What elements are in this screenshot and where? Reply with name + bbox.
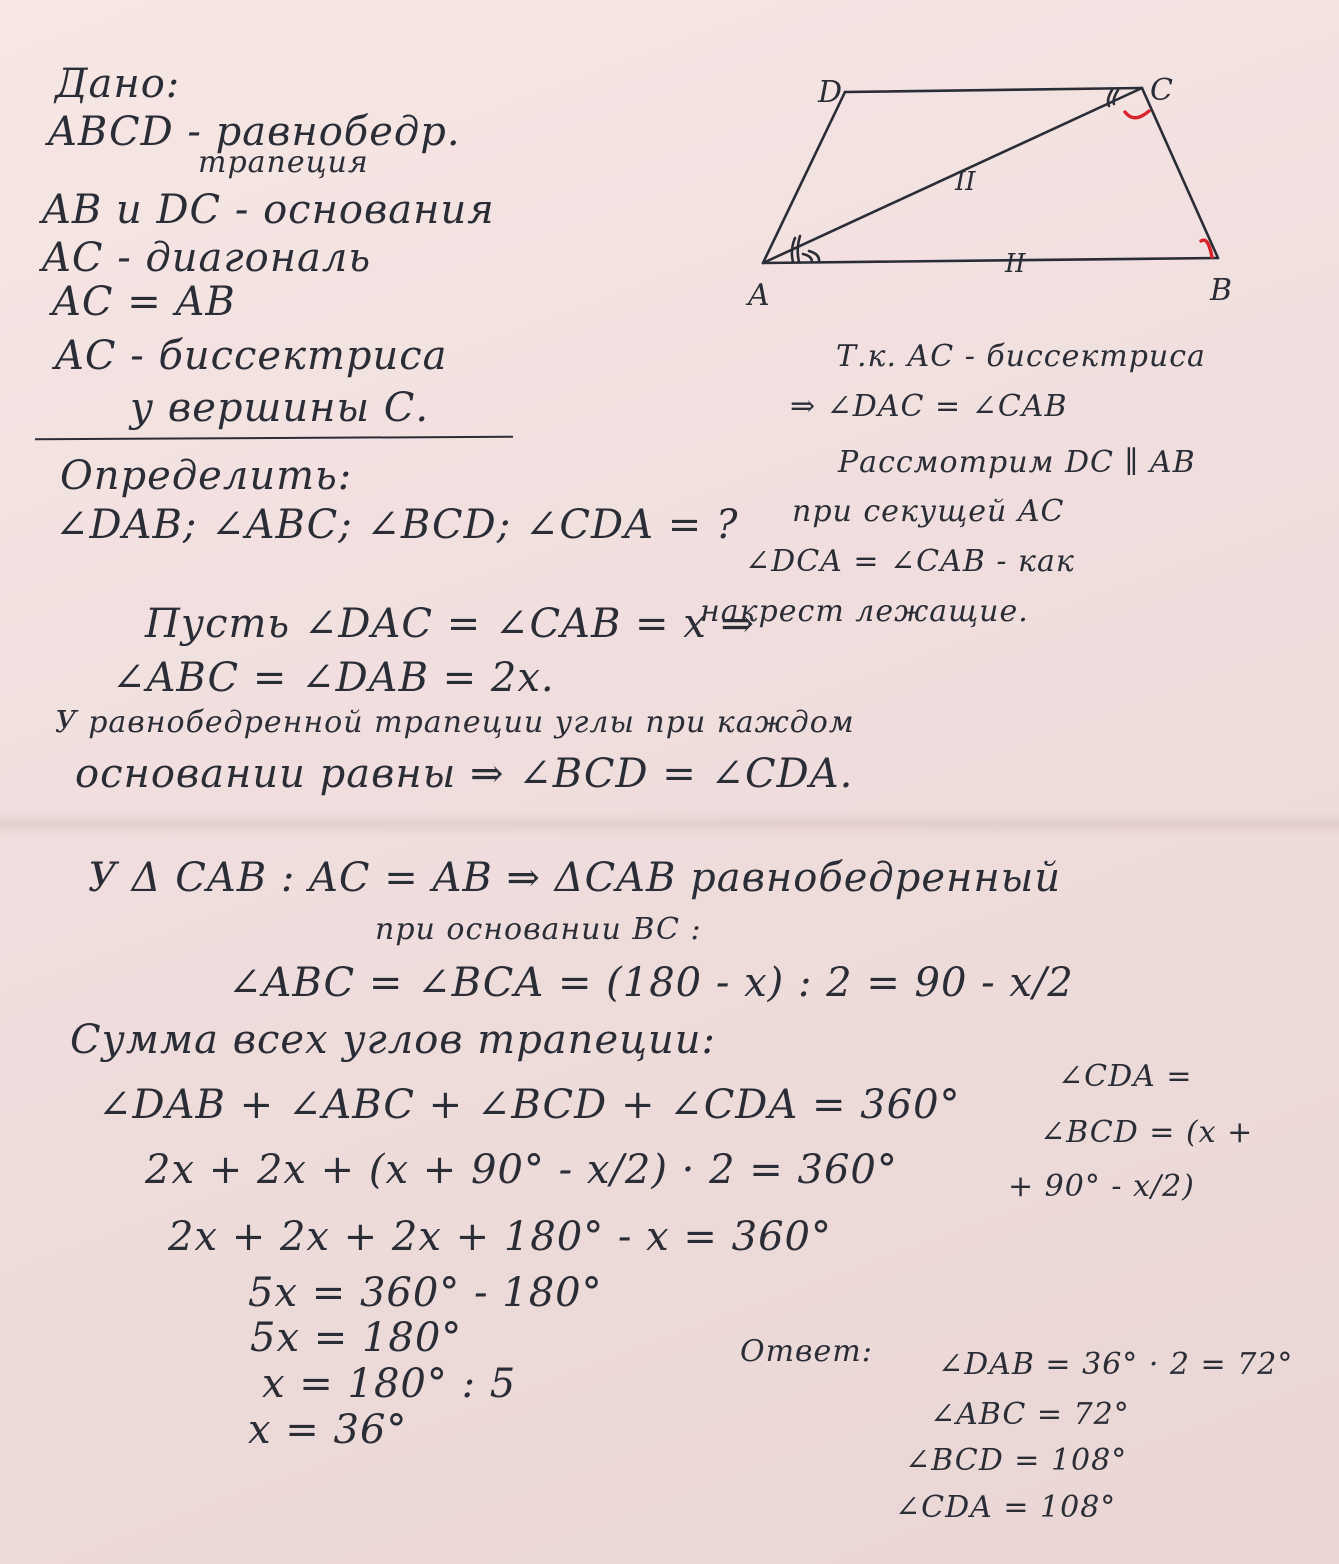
answer-line: ∠ABC = 72° — [930, 1397, 1130, 1432]
side-note-line: + 90° - x/2) — [1008, 1169, 1195, 1204]
given-line: у вершины С. — [130, 385, 430, 431]
angle-cab-arc — [803, 254, 812, 262]
solution-line: У равнобедренной трапеции углы при каждом — [55, 705, 855, 740]
reasoning-line: ∠DCA = ∠CAB - как — [745, 544, 1075, 579]
reasoning-line: накрест лежащие. — [700, 594, 1029, 629]
divider-line — [35, 436, 513, 441]
solution-line: 5x = 180° — [250, 1315, 463, 1361]
find-heading: Определить: — [60, 453, 353, 499]
angle-dca-arc — [1114, 90, 1119, 104]
side-note-line: ∠BCD = (x + — [1040, 1115, 1254, 1150]
solution-line: ∠DAB + ∠ABC + ∠BCD + ∠CDA = 360° — [98, 1082, 961, 1128]
reasoning-line: Рассмотрим DC ∥ AB — [838, 445, 1196, 480]
solution-line: x = 180° : 5 — [262, 1361, 517, 1407]
given-heading: Дано: — [55, 61, 181, 107]
solution-line: при основании BC : — [375, 912, 702, 947]
answer-line: ∠DAB = 36° · 2 = 72° — [938, 1347, 1294, 1382]
solution-line: 5x = 360° - 180° — [248, 1270, 603, 1316]
given-line: AC = AB — [52, 279, 236, 325]
solution-line: 2x + 2x + 2x + 180° - x = 360° — [168, 1214, 833, 1260]
side-da — [763, 92, 845, 263]
solution-line: Пусть ∠DAC = ∠CAB = x ⇒ — [145, 601, 756, 647]
label-point-b: B — [1210, 273, 1233, 308]
solution-line: основании равны ⇒ ∠BCD = ∠CDA. — [75, 751, 854, 797]
angle-dac-arc-2 — [798, 236, 800, 262]
solution-line: ∠ABC = ∠BCA = (180 - x) : 2 = 90 - x/2 — [228, 960, 1074, 1006]
trapezoid-figure — [0, 0, 1339, 325]
solution-line: 2x + 2x + (x + 90° - x/2) · 2 = 360° — [145, 1147, 898, 1193]
solution-line: Сумма всех углов трапеции: — [70, 1017, 717, 1063]
given-line: AC - диагональ — [42, 235, 372, 281]
solution-line: x = 36° — [248, 1407, 408, 1453]
side-cb — [1142, 88, 1218, 258]
given-line: AC - биссектриса — [55, 333, 448, 379]
reasoning-line: при секущей AC — [792, 494, 1065, 529]
side-ab — [763, 258, 1218, 263]
solution-line: У Δ CAB : AC = AB ⇒ ΔCAB равнобедренный — [88, 855, 1062, 901]
solution-line: ∠ABC = ∠DAB = 2x. — [112, 655, 555, 701]
label-point-c: C — [1150, 73, 1173, 108]
given-line: трапеция — [198, 145, 369, 180]
angle-bca-mark — [1125, 111, 1149, 118]
reasoning-line: ⇒ ∠DAC = ∠CAB — [790, 389, 1068, 424]
diagonal-ac — [763, 88, 1142, 263]
answer-line: ∠CDA = 108° — [895, 1490, 1117, 1525]
label-point-d: D — [818, 75, 843, 110]
given-line: AB и DC - основания — [42, 187, 495, 233]
tick-ac: II — [955, 167, 976, 197]
answer-line: ∠BCD = 108° — [905, 1443, 1128, 1478]
paper-fold — [0, 812, 1339, 836]
side-note-line: ∠CDA = — [1058, 1059, 1193, 1094]
find-line: ∠DAB; ∠ABC; ∠BCD; ∠CDA = ? — [55, 502, 739, 548]
answer-label: Ответ: — [740, 1334, 873, 1369]
reasoning-line: Т.к. AC - биссектриса — [836, 339, 1206, 374]
side-dc — [845, 88, 1142, 92]
tick-ab: II — [1005, 249, 1026, 279]
label-point-a: A — [748, 278, 770, 313]
given-line: ABCD - равнобедр. — [48, 109, 461, 155]
